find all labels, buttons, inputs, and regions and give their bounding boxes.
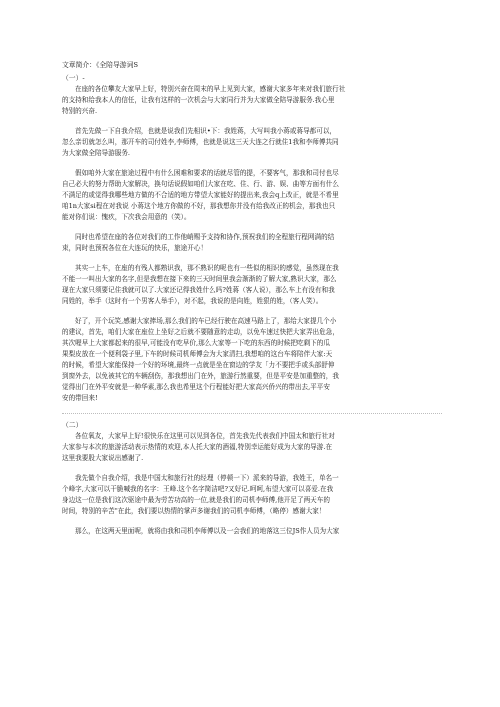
text-line: 在座的各位攀友大家早上好，特别兴奋在周末的早上见到大家，感谢大家多年来对我们旅行社 xyxy=(75,85,346,93)
text-line: 的支持和给我本人的信任，让我有这样的一次机会与大家同行并为大家做全陪导游服务.我心里 xyxy=(62,96,335,104)
text-line: 假如咱外大家在旅途过程中有什么困难和要求的话就尽管的提，不要客气，那我和司付也尽 xyxy=(75,169,339,177)
text-line: 不满足的或觉得我哪些地方做的不合适的地方带望大家能好的提出来,我会q上改正，就是不希里 xyxy=(62,191,339,199)
paragraph-5 xyxy=(62,263,442,307)
text-line: 首先先做一下自我介绍，也就是说我们先相识•下：我姓蒋，大写叫我小蒋或蒋导都可以， xyxy=(75,127,337,135)
section-divider xyxy=(62,413,442,414)
text-line: 自己必大的努力帮助大家解决，换句话说假如咱们大家在吃、住、行、游、娱、曲等方面有什么 xyxy=(62,180,339,188)
text-line: 的建议，首先，咱们大家在座位上坐好之后就不要随意的走动，以免车速过快把大家弄出危急， xyxy=(62,328,339,336)
paragraph-1 xyxy=(62,84,442,117)
text-line: 果梨皮放在一个便利袋子里,下车的时候司机师傅会为大家清扫,我想咱的这台车将陪伴大家:天 xyxy=(62,350,333,358)
text-line: 好了，开个玩笑,感谢大家捧场,那么我们的车已经行驶在高速马路上了，那给大家提几个小 xyxy=(75,317,337,325)
section-two-label: （二） xyxy=(62,421,83,429)
text-line: 觉得出门在外平安就是一种华素,那么我也希里这个行程能好把大家高兴侨兴的带出去,平平安 xyxy=(62,383,330,391)
text-line: 大家参与本次的旅游活动表示热情的欢迎,本人托大家的酒福,特别幸运能好成为大家的导游.在 xyxy=(62,443,333,451)
text-line: 其实一上车，在座的有残人都熟识我，那不熟识的呢也有一些似的相识的感觉，虽然现在我 xyxy=(75,264,339,272)
text-line: 同姓的，举手（这时有一个男客人举手），对不起，我说的是向姓，姓狠的姓，（客人笑）。 xyxy=(62,297,323,305)
paragraph-4 xyxy=(62,232,442,254)
text-line: 同时也希望在座的各位对我们的工作他峭赐予支持和协作,预祝我们的全程旅行程网满的结 xyxy=(75,233,335,241)
paragraph-9 xyxy=(62,526,442,537)
text-line: 到窗外去，以免被其它的车辆刮伤，那我想出门在外，旅游行然重要，但是平安是加重整的，我 xyxy=(62,372,339,380)
text-line: 我先做个自我介绍，我是中国太和旅行社的经理（停顿一下）派来的导游，我姓王，单名一 xyxy=(75,474,339,482)
paragraph-3 xyxy=(62,168,442,223)
text-line: 那么，在这两天里面呢，就将由我和司机李师傅以及一会我们的地落这三位JS作人员为大家 xyxy=(75,527,340,535)
paragraph-2 xyxy=(62,126,442,159)
text-line: 安的带回来! xyxy=(62,394,98,402)
text-line: 身边这一位是我们这次驱途中最为劳苦功高的一位,就是我们的司机李师傅,他开足了两天车的 xyxy=(62,496,330,504)
text-line: 这里我要股大家说出感谢了. xyxy=(62,454,144,462)
text-line: 咱1n大家si程在对我说 小蒋这个地方你做的不好，那我想你并没有给我改正的机会，那我也只 xyxy=(62,202,336,210)
text-line: 不能一一叫出大家的名字,但是我想在接下来的三天时间里我会渐渐的了解大家,熟识大家，那么 xyxy=(62,275,337,283)
text-line: 束，同时也预祝各位在大连玩的快乐，旅途开心！ xyxy=(62,244,208,252)
paragraph-6 xyxy=(62,316,442,404)
text-line: 忽么亲切就怎么叫，那开车的司付姓李,李师傅，也就是说这三天大连之行就住1我和李师傅共同 xyxy=(62,138,339,146)
text-line: 个峰字,大家可以干脆喊我的名字：王峰.这个名字简洁吧?又好记.呵呵,布望大家可以喜爱.在我 xyxy=(62,485,334,493)
text-line: 特别的兴奋. xyxy=(62,107,98,115)
paragraph-7 xyxy=(62,431,442,464)
text-line: 能对你们说：愧疚，下次我会用意的（笑）。 xyxy=(62,213,191,221)
text-line: 为大家做全陪导游服务. xyxy=(62,149,131,157)
article-intro-label: 文章简介：《全陪导游词S xyxy=(62,61,139,69)
section-one-label: （一）- xyxy=(62,74,85,82)
text-line: 的时候，希望大家能保持一个好的环境,最终一点就是坐在窗边的学友「力不要把手或头部舒伸 xyxy=(62,361,335,369)
paragraph-8 xyxy=(62,473,442,517)
text-line: 时间，特别的辛苦"在此，我们要以热情的掌声多谢我们的司机李师傅，（略停）感谢大家！ xyxy=(62,507,326,515)
text-line: 现在大家只须要记住我就可以了.大家还记得我姓什么吗?姓蒋（客人说），那么车上有没有和我 xyxy=(62,286,335,294)
text-line: 各位氧友，大家早上好!很快乐在这里可以见到各位，首先我先代表我们中国太和旅行社对 xyxy=(75,432,335,440)
text-line: 其次喔早上大家都起来的很早,可能没有吃早价,那么大家等一下吃的东西的时候把吃剩下的瓜 xyxy=(62,339,330,347)
